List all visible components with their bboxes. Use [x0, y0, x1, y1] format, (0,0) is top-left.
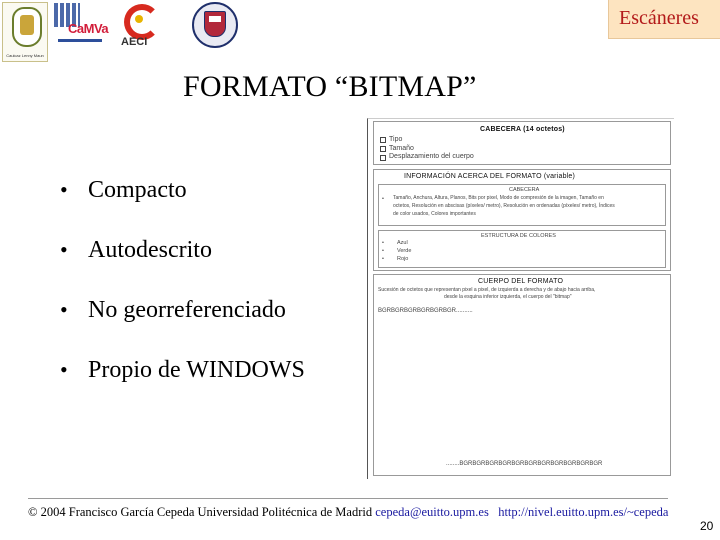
bitmap-structure-figure: [367, 118, 674, 479]
info-cabecera-sub-box: [378, 184, 666, 226]
cabecera-item: Desplazamiento del cuerpo: [389, 153, 474, 160]
info-text-line: octetos, Resolución en abscisas (píxeles/ metro), Resolución en ordenadas (píxeles/ metro), Índices: [393, 203, 615, 209]
bullet-text: Compacto: [88, 177, 187, 203]
info-sub-title: CABECERA: [509, 187, 540, 193]
cabecera-title: CABECERA (14 octetos): [480, 126, 565, 133]
section-title-box: [608, 0, 720, 39]
color-item: Azul: [397, 240, 408, 246]
info-text-line: de color usados, Colores importantes: [393, 211, 476, 217]
aeci-c-icon: [124, 4, 160, 40]
bullet-dot: •: [60, 177, 68, 202]
bullet-item: [60, 232, 305, 292]
section-title: Escáneres: [619, 7, 699, 29]
bullet-text: No georreferenciado: [88, 297, 286, 323]
color-item: Rojo: [397, 256, 409, 262]
shield-icon: [204, 11, 226, 37]
bullet-dot: •: [382, 256, 384, 262]
camva-logo: [54, 3, 109, 43]
body-text-line: Sucesión de octetos que representan pixel a pixel, de izquierda a derecha y de abajo hacia arriba,: [378, 287, 596, 293]
body-top-sequence: BGRBGRBGRBGRBGRBGR..........: [378, 308, 473, 314]
info-title: INFORMACIÓN ACERCA DEL FORMATO (variable): [404, 173, 576, 180]
footer-copyright: © 2004 Francisco García Cepeda Universidad Politécnica de Madrid: [28, 505, 373, 519]
bullet-dot: •: [382, 196, 384, 202]
coat-of-arms-logo: [2, 2, 48, 62]
aeci-logo-text: AECI: [121, 36, 148, 48]
bullet-text: Autodescrito: [88, 237, 212, 263]
camva-logo-text: CaMVa: [68, 21, 109, 36]
bullet-item: [60, 352, 305, 412]
footer: [28, 505, 668, 520]
bullet-item: [60, 292, 305, 352]
body-title: CUERPO DEL FORMATO: [478, 278, 564, 285]
slide-title: FORMATO “BITMAP”: [183, 70, 477, 103]
info-box: [373, 169, 671, 271]
bullet-dot: •: [60, 357, 68, 382]
crest-icon: [12, 7, 42, 47]
bullet-list: [60, 172, 305, 412]
bullet-dot: •: [60, 237, 68, 262]
color-structure-box: [378, 230, 666, 268]
bullet-text: Propio de WINDOWS: [88, 357, 305, 383]
university-seal-logo: [192, 2, 238, 48]
checkbox-icon: [380, 137, 386, 143]
checkbox-icon: [380, 155, 386, 161]
footer-email[interactable]: cepeda@euitto.upm.es: [375, 505, 489, 519]
body-box: [373, 274, 671, 476]
page-number: 20: [700, 519, 714, 533]
info-text-line: Tamaño, Anchura, Altura, Planos, Bits por pixel, Modo de compresión de la imagen, Tamaño en: [393, 195, 604, 201]
footer-divider: [28, 498, 668, 499]
body-text-line: desde la esquina inferior izquierda, el cuerpo del "bitmap": [444, 294, 572, 300]
camva-underline: [58, 39, 102, 42]
aeci-logo: [120, 4, 158, 50]
bullet-dot: •: [60, 297, 68, 322]
body-bottom-sequence: ........BGRBGRBGRBGRBGRBGRBGRBGRBGRBGRBGR: [446, 461, 603, 467]
footer-url[interactable]: http://nivel.euitto.upm.es/~cepeda: [498, 505, 669, 519]
cabecera-box: [373, 121, 671, 165]
coat-of-arms-caption: Caulcaz Lenny Maun: [6, 53, 44, 58]
bullet-dot: •: [382, 240, 384, 246]
color-item: Verde: [397, 248, 412, 254]
checkbox-icon: [380, 146, 386, 152]
cabecera-item: Tipo: [389, 136, 403, 143]
bullet-item: [60, 172, 305, 232]
color-structure-title: ESTRUCTURA DE COLORES: [481, 233, 556, 239]
bullet-dot: •: [382, 248, 384, 254]
cabecera-item: Tamaño: [389, 145, 414, 152]
